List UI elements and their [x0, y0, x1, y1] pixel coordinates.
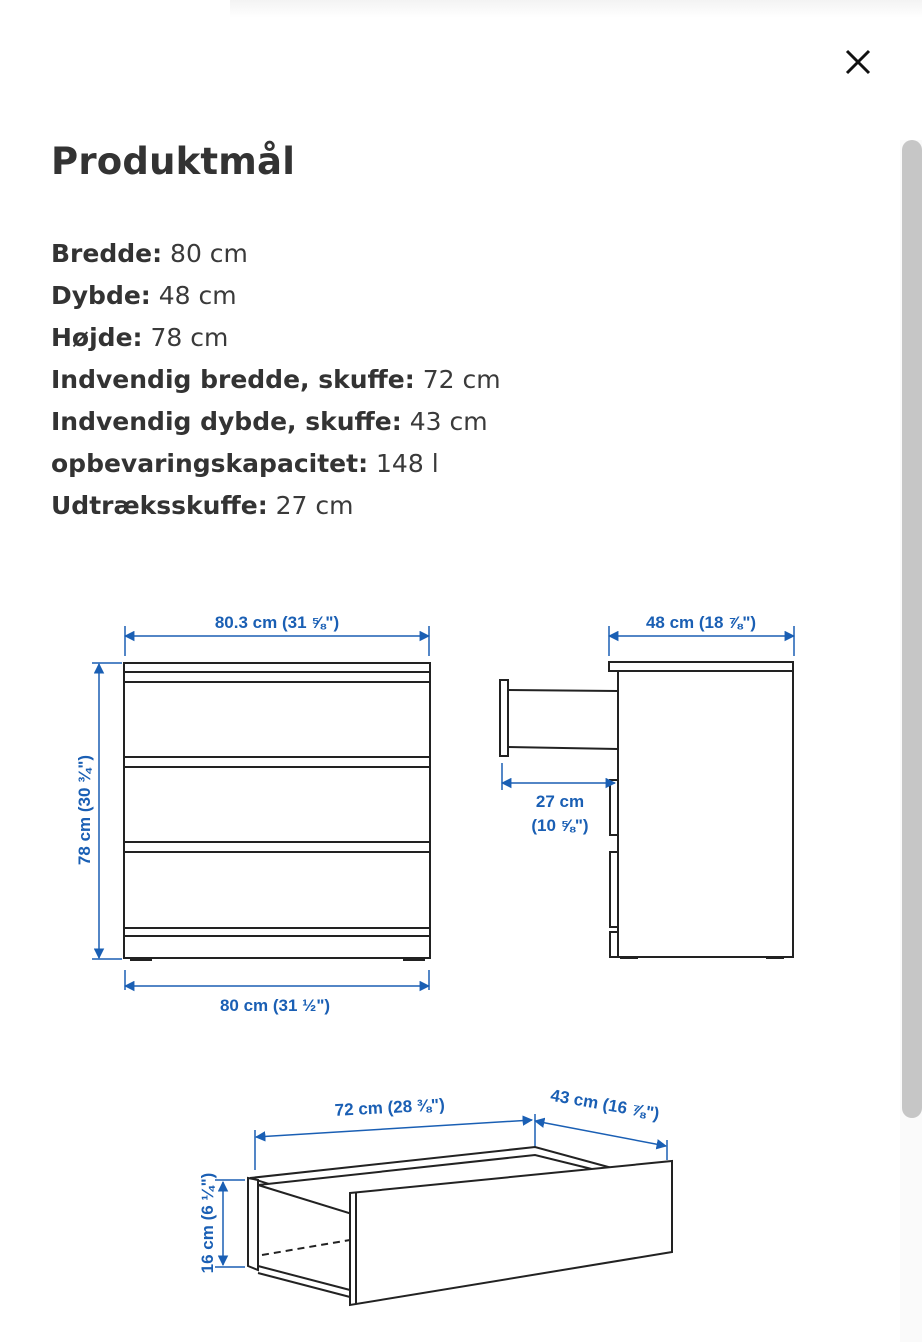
dimension-drawing	[0, 590, 900, 1342]
spec-row: Bredde: 80 cm	[51, 239, 248, 268]
top-shadow	[230, 0, 922, 18]
spec-row: Dybde: 48 cm	[51, 281, 237, 310]
close-button[interactable]	[838, 42, 878, 82]
drawer-width-label: 72 cm (28 ⅜")	[334, 1095, 446, 1120]
side-depth-label: 48 cm (18 ⅞")	[645, 613, 757, 632]
drawer-depth-label: 43 cm (16 ⅞")	[549, 1085, 661, 1124]
spec-row: Udtræksskuffe: 27 cm	[51, 491, 354, 520]
drawer-height-label: 16 cm (6 ¼")	[198, 1172, 217, 1274]
spec-row: Indvendig dybde, skuffe: 43 cm	[51, 407, 488, 436]
drawer-view	[198, 1086, 672, 1305]
front-top-width-label: 80.3 cm (31 ⅝")	[214, 613, 340, 632]
drawer-out-inch-label: (10 ⅝")	[531, 816, 589, 835]
drawer-out-label: 27 cm	[535, 792, 585, 811]
front-view	[75, 613, 430, 1015]
spec-list	[51, 233, 501, 527]
side-view	[500, 613, 794, 959]
front-bottom-width-label: 80 cm (31 ½")	[219, 996, 331, 1015]
scrollbar-thumb[interactable]	[902, 140, 922, 1118]
spec-row: opbevaringskapacitet: 148 l	[51, 449, 439, 478]
front-height-label: 78 cm (30 ¾")	[75, 754, 94, 866]
spec-row: Højde: 78 cm	[51, 323, 229, 352]
close-icon	[838, 42, 878, 82]
spec-row: Indvendig bredde, skuffe: 72 cm	[51, 365, 501, 394]
page-title: Produktmål	[51, 140, 296, 183]
